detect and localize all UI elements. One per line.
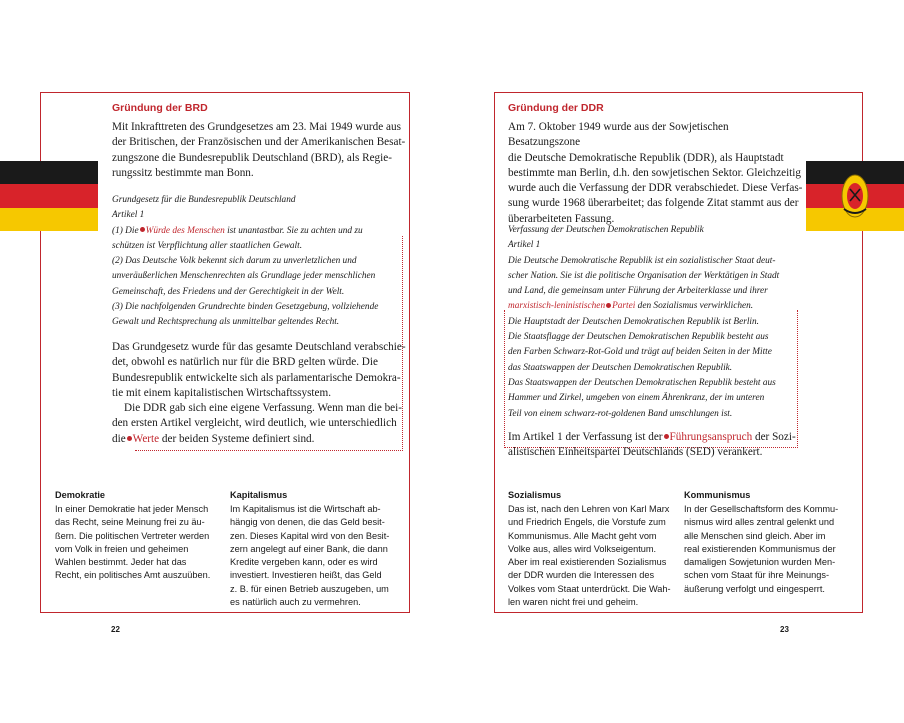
- left-heading: Gründung der BRD: [112, 102, 208, 114]
- quote-source: Verfassung der Deutschen Demokratischen Republik: [508, 225, 704, 235]
- box-text-demokratie: In einer Demokratie hat jeder Mensch das Recht, seine Meinung frei zu äu- ßern. Die politischen Vertreter werden vom Volk in freien und geheimen Wahlen bestimmt. Jeder hat das Recht, ein politisches Amt auszuüben.: [55, 504, 211, 581]
- box-title-kapitalismus: Kapitalismus: [230, 490, 288, 500]
- link-marker-icon: [664, 434, 669, 439]
- partei-link-box: [504, 310, 798, 448]
- box-title-kommunismus: Kommunismus: [684, 490, 751, 500]
- link-marker-icon: [127, 436, 132, 441]
- quote-article: Artikel 1: [508, 240, 541, 251]
- left-quote: Grundgesetz für die Bundesrepublik Deutschland Artikel 1 (1) Die Würde des Menschen ist unantastbar. Sie zu achten und zu schützen ist Verpflichtung aller staatlichen Gewalt. (2) Das Deutsche Volk bekennt sich darum zu unverletzlichen und unveräußerlichen Menschenrechten als Grundlage jeder menschlichen Gemeinschaft, des Friedens und der Gerechtigkeit in der Welt. (3) Die nachfolgenden Grundrechte binden Gesetzgebung, vollziehende Gewalt und Rechtsprechung als unmittelbar geltendes Recht.: [112, 193, 407, 331]
- ddr-flag: [806, 161, 904, 231]
- link-marker-icon: [606, 303, 611, 308]
- left-intro: Mit Inkrafttreten des Grundgesetzes am 23. Mai 1949 wurde aus der Britischen, der Französischen und der Amerikanischen Besat- zungszone die Bundesrepublik Deutschland (BRD), als Regie- rungssitz bestimmte man Bonn.: [112, 121, 406, 179]
- quote-article: Artikel 1: [112, 210, 145, 221]
- right-body: Im Artikel 1 der Verfassung ist der Führungsanspruch der Sozi- alistischen Einheitspartei Deutschlands (SED) verankert.: [508, 431, 796, 459]
- link-marker-icon: [140, 227, 145, 232]
- box-text-kommunismus: In der Gesellschaftsform des Kommu- nismus wird alles zentral gelenkt und alle Menschen sind gleich. Aber im real existierenden Kommunismus der damaligen Sowjetunion wurden Men- schen vom Staat für ihre Meinungs- äußerung verfolgt und eingesperrt.: [684, 504, 839, 594]
- quote-source: Grundgesetz für die Bundesrepublik Deutschland: [112, 195, 296, 205]
- page-number-right: 23: [780, 625, 789, 634]
- box-title-demokratie: Demokratie: [55, 490, 106, 500]
- box-text-sozialismus: Das ist, nach den Lehren von Karl Marx und Friedrich Engels, die Vorstufe zum Kommunismus. Alle Macht geht vom Volke aus, alles wird Volkseigentum. Aber im real existierenden Sozialismus der DDR wurden die Interessen des Volkes vom Staat unterdrückt. Die Wah- len waren nicht frei und geheim.: [508, 504, 671, 608]
- link-fuehrungsanspruch[interactable]: Führungsanspruch: [669, 431, 753, 443]
- brd-flag: [0, 161, 98, 231]
- link-werte[interactable]: Werte: [132, 432, 160, 445]
- right-heading: Gründung der DDR: [508, 102, 604, 114]
- link-partei[interactable]: Partei: [612, 301, 636, 312]
- ddr-emblem-icon: [840, 171, 870, 221]
- link-marxistisch[interactable]: marxistisch-leninistischen: [508, 301, 606, 312]
- link-wuerde[interactable]: Würde des Menschen: [145, 225, 225, 236]
- right-quote: Verfassung der Deutschen Demokratischen Republik Artikel 1 Die Deutsche Demokratische Republik ist ein sozialistischer Staat deut- scher Nation. Sie ist die politische Organisation der Werktätigen in Stadt und Land, die gemeinsam unter Führung der Arbeiterklasse und ihrer marxistisch-leninistischen Partei den Sozialismus verwirklichen. Die Hauptstadt der Deutschen Demokratischen Republik ist Berlin. Die Staatsflagge der Deutschen Demokratischen Republik besteht aus den Farben Schwarz-Rot-Gold und trägt auf beiden Seiten in der Mitte das Staatswappen der Deutschen Demokratischen Republik. Das Staatswappen der Deutschen Demokratischen Republik besteht aus Hammer und Zirkel, umgeben von einem Ährenkranz, der im unteren Teil von einem schwarz-rot-goldenen Band umschlungen ist.: [508, 223, 808, 422]
- box-title-sozialismus: Sozialismus: [508, 490, 562, 500]
- page-number-left: 22: [111, 625, 120, 634]
- right-intro: Am 7. Oktober 1949 wurde aus der Sowjetischen Besatzungszone die Deutsche Demokratische Republik (DDR), als Hauptstadt bestimmte man Berlin, d.h. den sowjetischen Sektor. Gleichzeitig wurde auch die Verfassung der DDR verabschiedet. Diese Verfas- sung wurde 1968 überarbeitet; das folgende Zitat stammt aus der überarbeiteten Fassung.: [508, 121, 803, 225]
- left-body: Das Grundgesetz wurde für das gesamte Deutschland verabschie- det, obwohl es natürlich nur für die BRD gelten würde. Die Bundesrepublik entwickelte sich als parlamentarische Demokra- tie mit einem kapitalistischen Wirtschaftssystem. Die DDR gab sich eine eigene Verfassung. Wenn man die bei- den ersten Artikel vergleicht, wird deutlich, wie unterschiedlich die Werte der beiden Systeme definiert sind.: [112, 341, 406, 445]
- box-text-kapitalismus: Im Kapitalismus ist die Wirtschaft ab- hängig von denen, die das Geld besit- zen. Dieses Kapital wird von den Besit- zern angelegt auf einer Bank, die dann Kredite vergeben kann, oder es wird investiert. Investieren heißt, das Geld z. B. für einen Betrieb auszugeben, um es natürlich auch zu vermehren.: [230, 504, 390, 608]
